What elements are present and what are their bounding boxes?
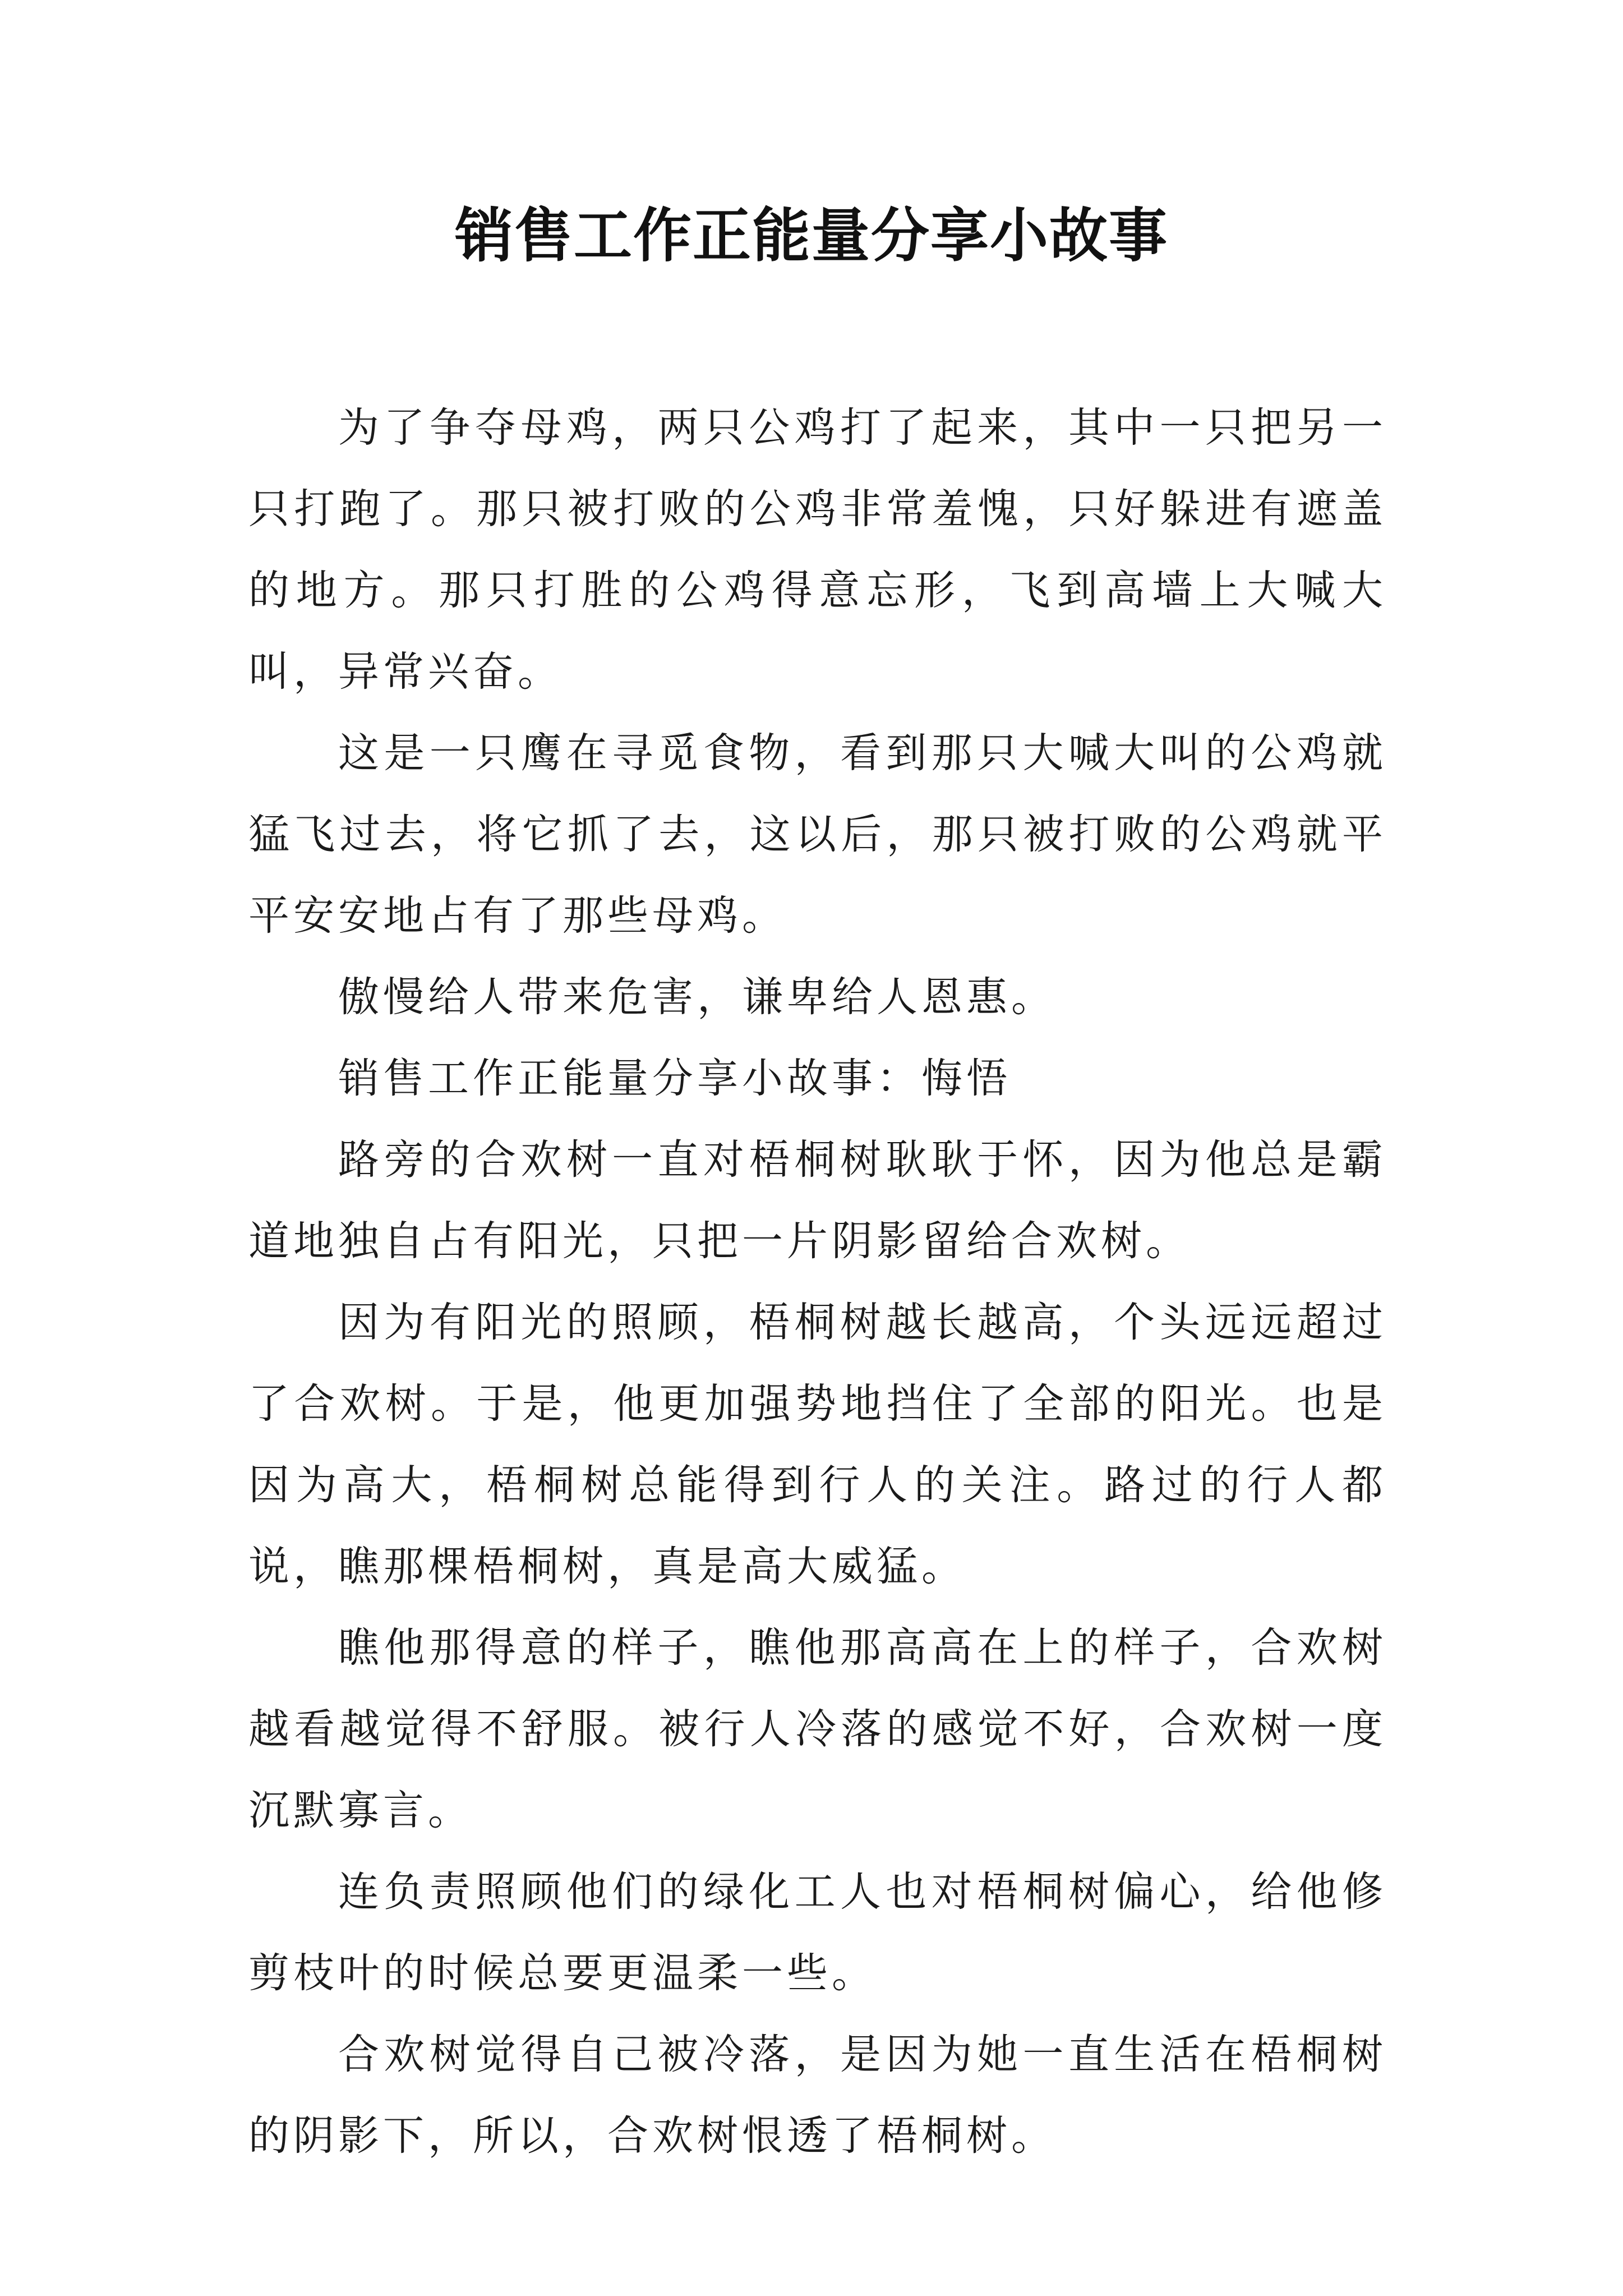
- paragraph-8: 连负责照顾他们的绿化工人也对梧桐树偏心，给他修剪枝叶的时候总要更温柔一些。: [248, 1868, 1387, 1997]
- paragraph-4-subheading: 销售工作正能量分享小故事：悔悟: [338, 1055, 1011, 1102]
- paragraph-9: 合欢树觉得自己被冷落，是因为她一直生活在梧桐树的阴影下，所以，合欢树恨透了梧桐树。: [248, 2031, 1387, 2160]
- paragraph-7: 瞧他那得意的样子，瞧他那高高在上的样子，合欢树越看越觉得不舒服。被行人冷落的感觉不好，合欢树一度沉默寡言。: [248, 1624, 1387, 1834]
- paragraph-5: 路旁的合欢树一直对梧桐树耿耿于怀，因为他总是霸道地独自占有阳光，只把一片阴影留给合欢树。: [248, 1136, 1387, 1265]
- paragraph-3: 傲慢给人带来危害，谦卑给人恩惠。: [338, 973, 1056, 1021]
- paragraph-6: 因为有阳光的照顾，梧桐树越长越高，个头远远超过了合欢树。于是，他更加强势地挡住了全部的阳光。也是因为高大，梧桐树总能得到行人的关注。路过的行人都说，瞧那棵梧桐树，真是高大威猛。: [248, 1299, 1387, 1590]
- document-title: 销售工作正能量分享小故事: [454, 201, 1168, 270]
- document-body: [248, 387, 1387, 2177]
- paragraph-2: 这是一只鹰在寻觅食物，看到那只大喊大叫的公鸡就猛飞过去，将它抓了去，这以后，那只被打败的公鸡就平平安安地占有了那些母鸡。: [248, 729, 1387, 940]
- paragraph-1: 为了争夺母鸡，两只公鸡打了起来，其中一只把另一只打跑了。那只被打败的公鸡非常羞愧，只好躲进有遮盖的地方。那只打胜的公鸡得意忘形，飞到高墙上大喊大叫，异常兴奋。: [248, 404, 1387, 696]
